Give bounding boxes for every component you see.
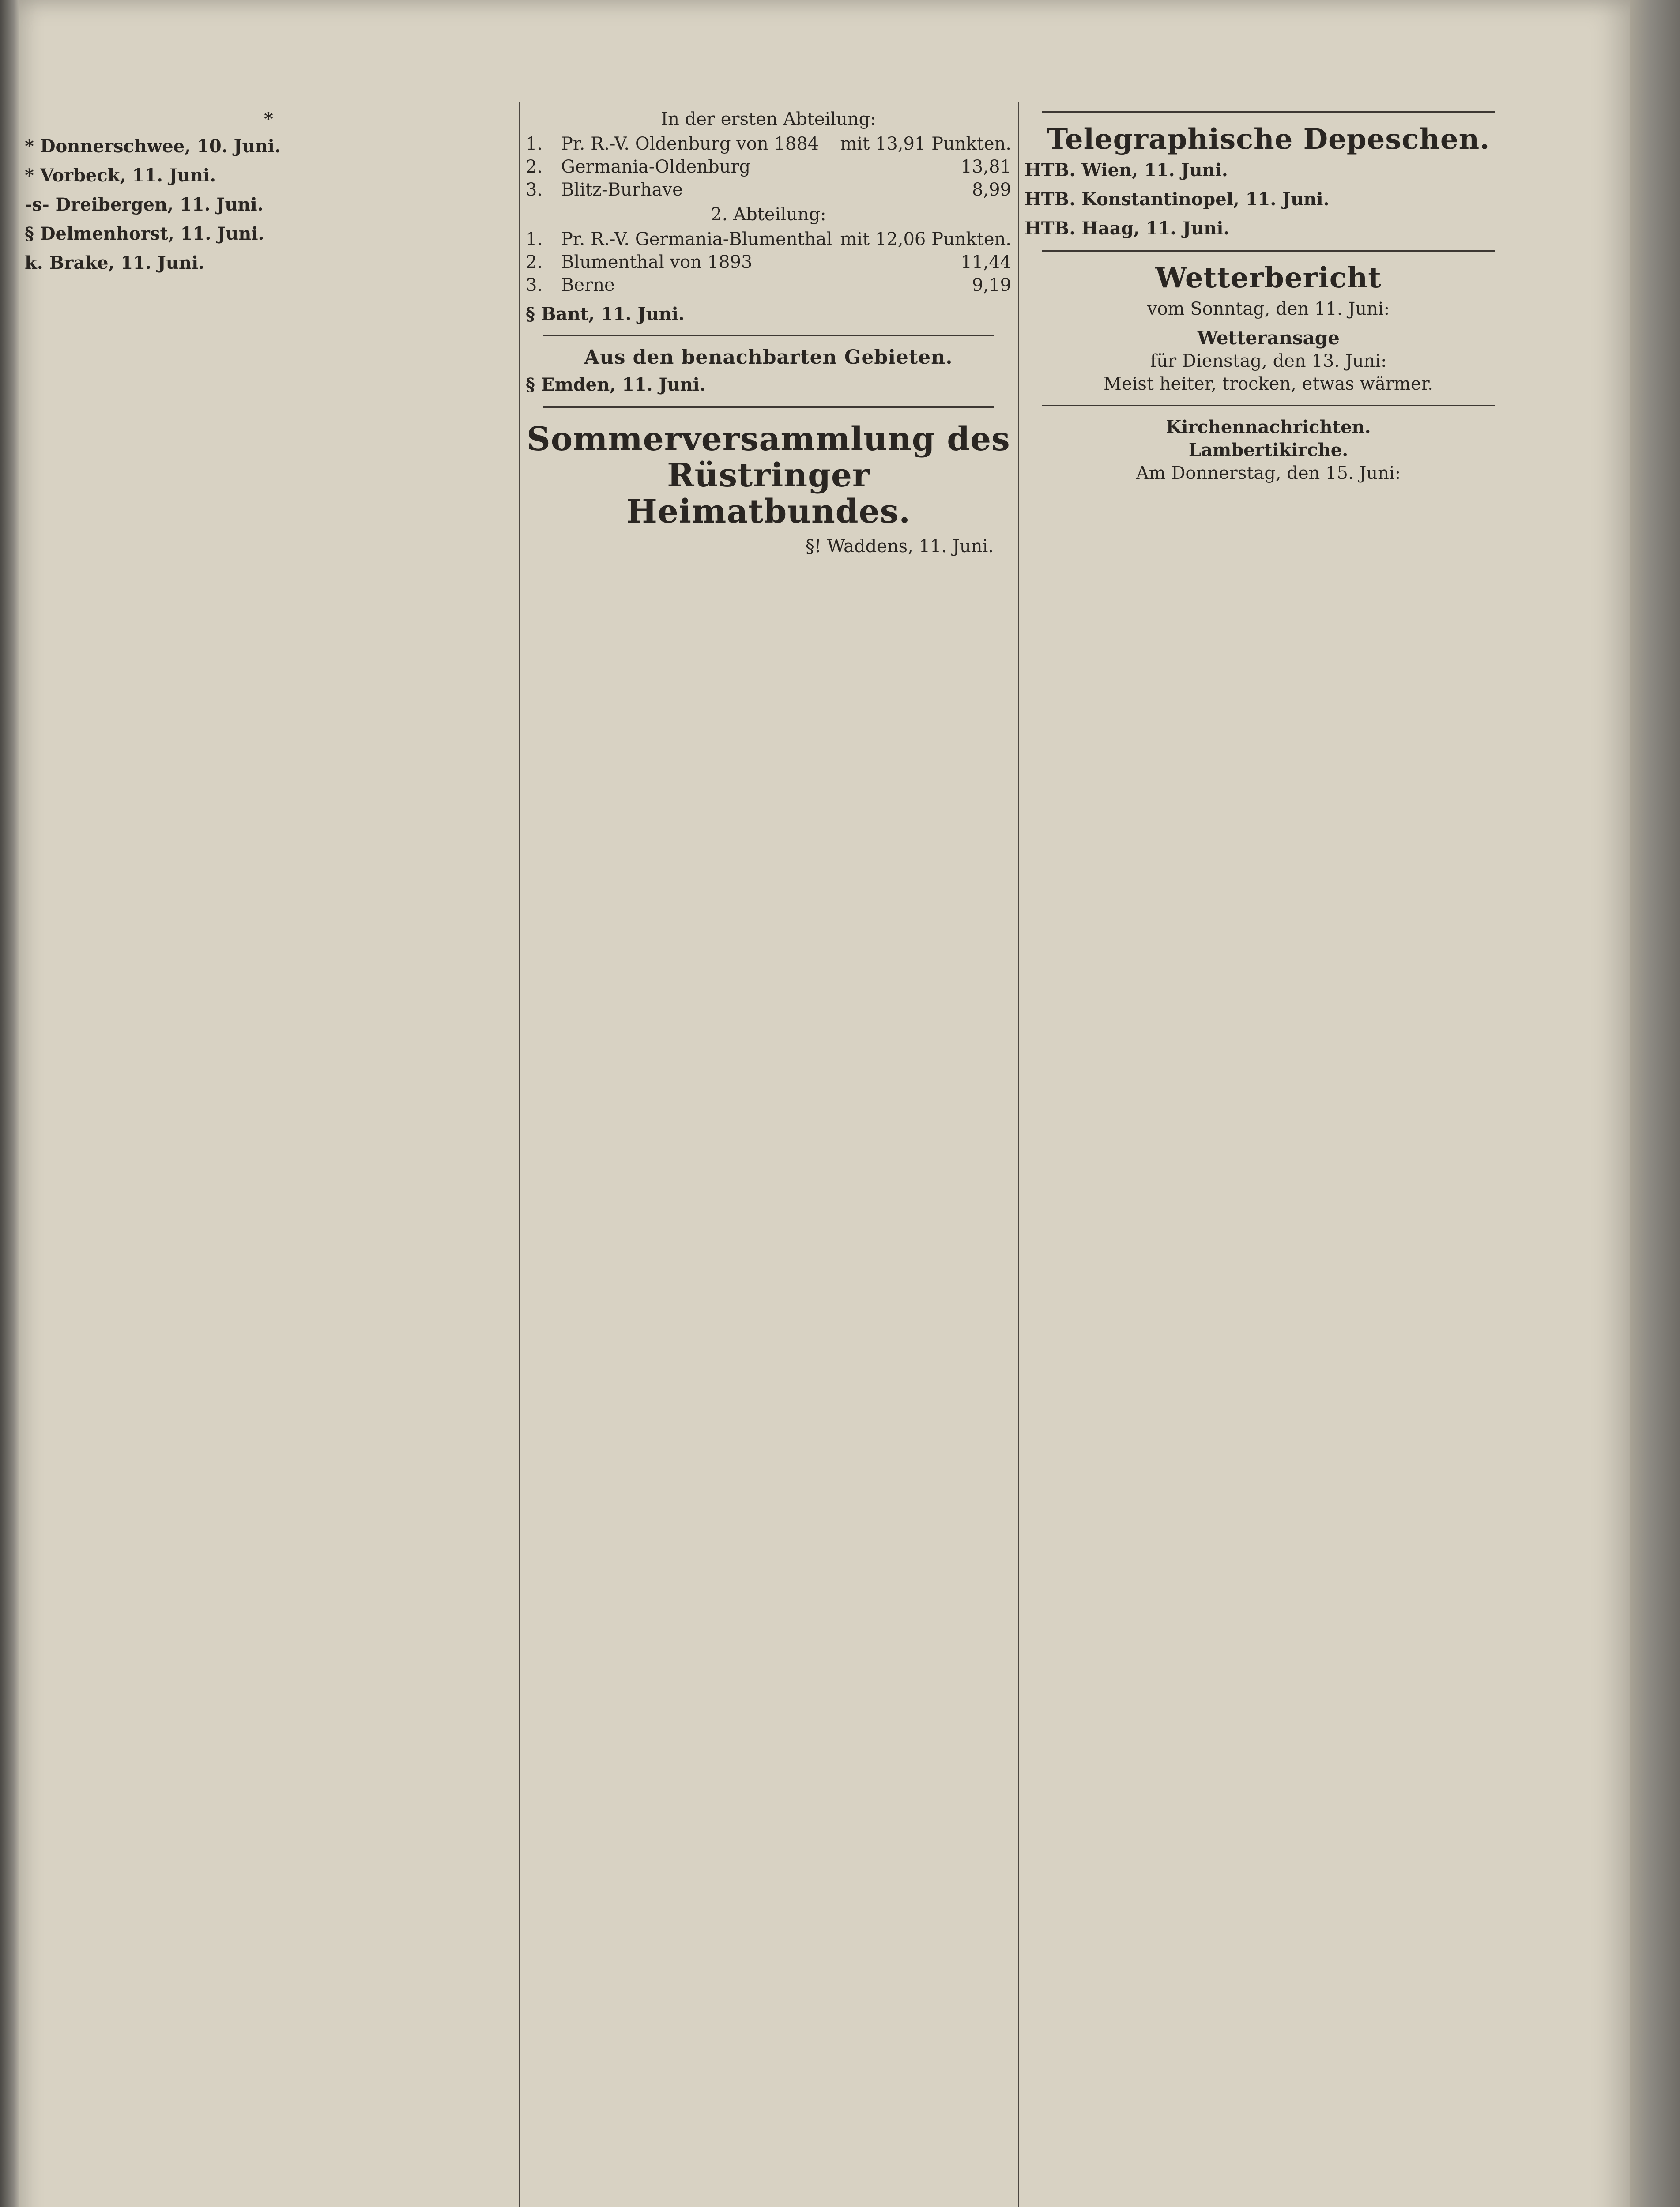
dateline: § Emden, 11. Juni. <box>526 374 706 395</box>
club: Blumenthal von 1893 <box>561 252 753 272</box>
forecast-text: Meist heiter, trocken, etwas wärmer. <box>1104 374 1433 394</box>
article-delmenhorst <box>25 222 512 245</box>
article-emden <box>526 373 1011 396</box>
church-date: Am Donnerstag, den 15. Juni: <box>1136 463 1401 483</box>
section-heading-telegrams: Telegraphische Depeschen. <box>1047 123 1490 156</box>
section-heading-assembly: Sommerversammlung des Rüstringer Heimatbundes. <box>527 420 1010 531</box>
article-bant <box>526 303 1011 326</box>
dateline: * Vorbeck, 11. Juni. <box>25 165 216 186</box>
dateline: § Bant, 11. Juni. <box>526 304 685 324</box>
section-heading-neighbours: Aus den benachbarten Gebieten. <box>584 346 953 369</box>
points: 8,99 <box>972 180 1011 200</box>
points: 13,81 <box>961 157 1011 177</box>
division-2-label: 2. Abteilung: <box>711 204 826 225</box>
results-table-division-2 <box>526 228 1011 297</box>
points: 9,19 <box>972 275 1011 295</box>
telegram-konstantinopel <box>1025 188 1512 211</box>
results-table-division-1 <box>526 132 1011 201</box>
table-row <box>526 155 1011 178</box>
table-row <box>526 228 1011 251</box>
club: Berne <box>561 275 615 295</box>
column-right <box>1025 102 1512 2207</box>
weather-date: vom Sonntag, den 11. Juni: <box>1147 299 1390 319</box>
column-left <box>25 102 512 2207</box>
book-binding <box>0 0 19 2207</box>
club: Germania-Oldenburg <box>561 157 751 177</box>
section-rule <box>1042 405 1495 406</box>
table-row <box>526 132 1011 155</box>
article-brake <box>25 252 512 275</box>
table-row <box>526 274 1011 297</box>
column-middle <box>526 102 1011 2207</box>
rank: 2. <box>526 157 543 177</box>
club: Pr. R.-V. Germania-Blumenthal <box>561 229 832 249</box>
star-separator: * <box>264 109 273 129</box>
article-vorbeck <box>25 164 512 187</box>
article-dreibergen <box>25 193 512 216</box>
section-heading-church: Kirchennachrichten. <box>1166 417 1371 437</box>
dateline: k. Brake, 11. Juni. <box>25 252 205 273</box>
dateline: § Delmenhorst, 11. Juni. <box>25 223 264 244</box>
forecast-heading: Wetteransage <box>1197 327 1340 349</box>
club: Pr. R.-V. Oldenburg von 1884 <box>561 134 819 154</box>
section-rule <box>543 406 994 408</box>
table-row <box>526 251 1011 274</box>
telegram-haag <box>1025 217 1512 240</box>
club: Blitz-Burhave <box>561 180 683 200</box>
assembly-byline: §! Waddens, 11. Juni. <box>805 536 994 557</box>
section-rule <box>1042 250 1495 252</box>
section-rule <box>543 335 994 336</box>
rank: 3. <box>526 180 543 200</box>
telegram-wien <box>1025 159 1512 182</box>
rank: 1. <box>526 229 543 249</box>
rank: 2. <box>526 252 543 272</box>
table-row <box>526 178 1011 201</box>
section-rule <box>1042 111 1495 113</box>
church-name: Lambertikirche. <box>1188 440 1349 460</box>
section-heading-weather: Wetterbericht <box>1155 261 1382 294</box>
division-1-label: In der ersten Abteilung: <box>661 109 876 129</box>
forecast-date: für Dienstag, den 13. Juni: <box>1150 351 1387 371</box>
rank: 3. <box>526 275 543 295</box>
dateline: HTB. Haag, 11. Juni. <box>1025 218 1230 239</box>
points: mit 13,91 Punkten. <box>840 134 1011 154</box>
text-area <box>25 102 1512 2207</box>
dateline: HTB. Wien, 11. Juni. <box>1025 160 1228 181</box>
points: mit 12,06 Punkten. <box>840 229 1011 249</box>
dateline: * Donnerschwee, 10. Juni. <box>25 136 281 157</box>
points: 11,44 <box>961 252 1011 272</box>
article-donnerschwee <box>25 135 512 158</box>
page-edge <box>1630 0 1680 2207</box>
dateline: -s- Dreibergen, 11. Juni. <box>25 194 264 215</box>
dateline: HTB. Konstantinopel, 11. Juni. <box>1025 189 1330 210</box>
rank: 1. <box>526 134 543 154</box>
